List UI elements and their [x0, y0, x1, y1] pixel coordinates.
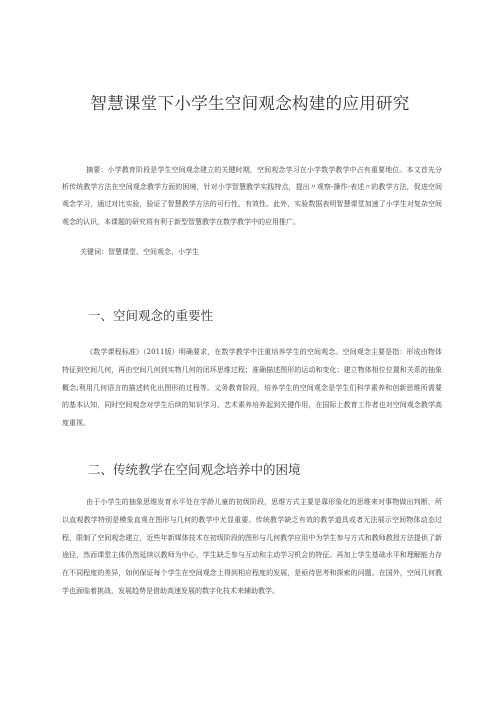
abstract-paragraph: [62, 162, 442, 231]
section-body-1-text: 《数学课程标准》（2011版）明确要求，在数学教学中注重培养学生的空间观念。空间观念主要是指：形成由物体特征到空间几何，再由空间几何到实物几何的闭环思维过程；准确描述图形的运动和变化；建立物体相位位置和关系的抽象概念;利用几何语言的描述转化出图形的过程等。义务教育阶段，培养学生的空间观念是学生们科学素养和创新思维所需要的基本认知，同时空间观念对学生后续的知识学习、艺术素养培养起到关键作用，在国际上教育工作者也对空间观念教学高度重视。: [62, 348, 442, 428]
section-heading-2: 二、传统教学在空间观念培养中的困境: [88, 462, 301, 477]
paper-title: 智慧课堂下小学生空间观念构建的应用研究: [90, 94, 410, 113]
section-body-2-text: 由于小学生的抽象思维发育水平处在学龄儿童的初级阶段，思维方式主要是靠形象化的思维来对事物做出判断，所以直观教学特别是模象直观在图形与几何的教学中尤显重要。传统教学缺乏有效的教学道具或者无法展示空间物体动态过程，限制了空间观念建立，近些年新媒体技术在初级阶段的图形与几何教学应用中为学生参与方式和教师教授方法提供了新途径，然而课堂主体仍然延续以教师为中心，学生缺乏参与互动和主动学习机会的特征。再加上学生基础水平和理解能力存在不同程度的差异，如何保证每个学生在空间观念上得到相应程度的发展，是亟待思考和探索的问题。在国外，空间几何教学也面临着挑战，发展趋势是借助高速发展的数字化技术来辅助教学。: [62, 498, 442, 595]
section-heading-1: 一、空间观念的重要性: [88, 308, 214, 323]
keywords-line: 关键词：智慧课堂、空间观念、小学生: [80, 248, 199, 256]
section-body-2: [62, 494, 442, 601]
section-body-1: [62, 344, 442, 433]
abstract-text: 摘要：小学教育阶段是学生空间观念建立的关键时期，空间观念学习在小学数学教学中占有重要地位。本文首先分析传统教学方法在空间观念教学方面的困境，针对小学智慧教学实践特点，提出〃观察-操作-表述〃的教学方法，促进空间观念学习，通过对比实验，验证了智慧教学方法的可行性、有效性。此外，实验数据表明智慧课堂加速了小学生对复杂空间观念的认识，本课题的研究将有利于新型智慧教学在数学教学中的应用推广。: [62, 166, 442, 226]
